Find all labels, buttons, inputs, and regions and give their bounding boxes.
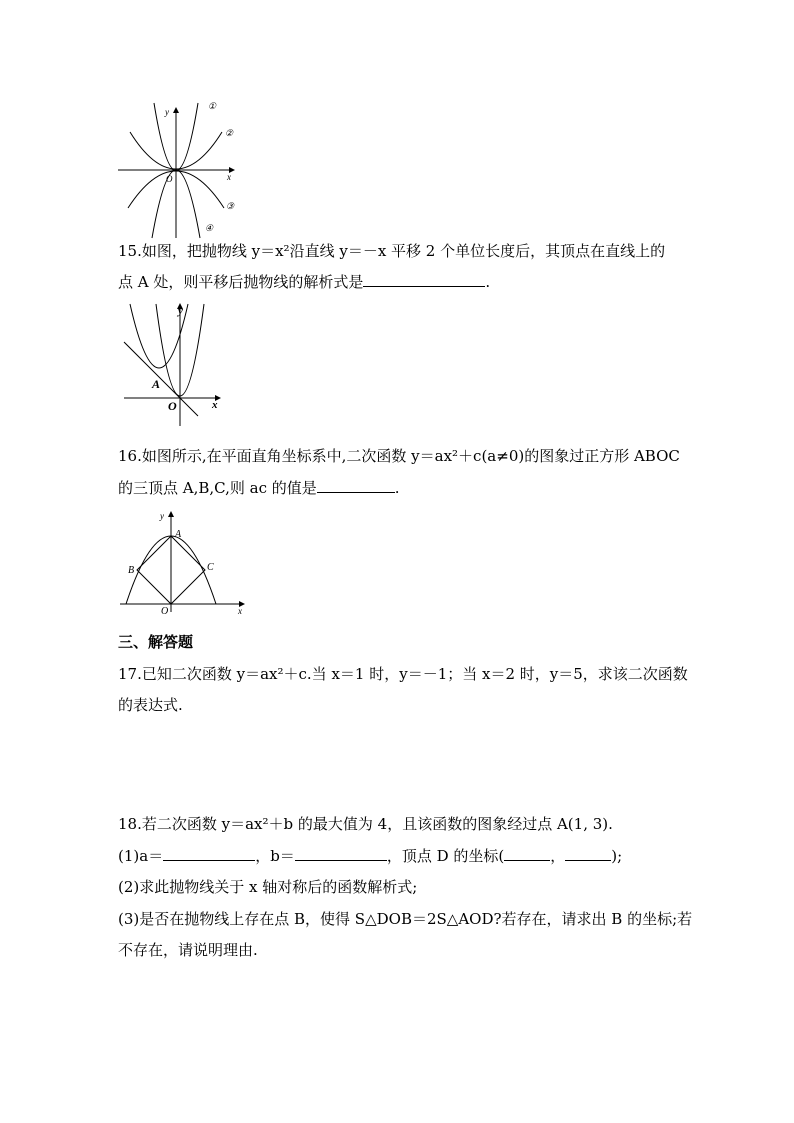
origin-label: O	[168, 399, 177, 413]
q16-line1: 16.如图所示,在平面直角坐标系中,二次函数 y＝ax²＋c(a≠0)的图象过正方形 ABOC	[118, 447, 680, 465]
q16-line2	[118, 478, 400, 498]
q18-blank-vertex-y[interactable]	[565, 846, 611, 861]
section-title: 三、解答题	[118, 633, 194, 651]
q15-line2	[118, 272, 490, 292]
origin-label: O	[161, 606, 169, 617]
q15-line2-end: .	[485, 273, 491, 291]
q16-line2-text: 的三顶点 A,B,C,则 ac 的值是	[118, 479, 317, 497]
q18-blank-a[interactable]	[163, 846, 255, 861]
q18-part1-comma: ，	[550, 847, 566, 865]
q18-part3-line2: 不存在，请说明理由.	[118, 941, 258, 959]
figure-four-parabolas	[118, 98, 242, 240]
curve-label-3: ③	[226, 201, 235, 211]
point-c-label: C	[207, 562, 214, 573]
point-b-label: B	[128, 565, 135, 576]
q15-line2-text: 点 A 处，则平移后抛物线的解析式是	[118, 273, 364, 291]
x-axis-label: x	[238, 606, 242, 616]
q18-part3-line1: (3)是否在抛物线上存在点 B，使得 S△DOB＝2S△AOD?若存在，请求出 B 的坐标;若	[118, 910, 693, 928]
q16-line2-end: .	[394, 479, 400, 497]
figure-square-aboc	[118, 508, 250, 618]
line-y-neg-x	[124, 342, 198, 416]
x-axis-label: x	[212, 399, 218, 411]
q18-part1-a-label: (1)a＝	[118, 847, 164, 865]
q18-part1-b-label: ，b＝	[255, 847, 295, 865]
y-axis-label: y	[178, 305, 183, 317]
q15-answer-blank[interactable]	[363, 272, 485, 287]
point-a-label: A	[152, 377, 161, 391]
q18-part2: (2)求此抛物线关于 x 轴对称后的函数解析式;	[118, 878, 418, 896]
q18-blank-vertex-x[interactable]	[504, 846, 550, 861]
q15-line1: 15.如图，把抛物线 y＝x²沿直线 y＝－x 平移 2 个单位长度后，其顶点在直线上的	[118, 242, 666, 260]
q17-line2: 的表达式.	[118, 696, 183, 714]
q18-part1-close: );	[611, 847, 623, 865]
y-axis-label: y	[165, 107, 169, 117]
q17-line1: 17.已知二次函数 y＝ax²＋c.当 x＝1 时，y＝－1；当 x＝2 时，y＝5，求该二次函数	[118, 665, 688, 683]
figure-translated-parabola	[118, 298, 230, 428]
q18-part1-vertex-label: ，顶点 D 的坐标(	[386, 847, 505, 865]
point-a-label: A	[175, 529, 182, 540]
y-axis-label: y	[160, 511, 164, 521]
curve-label-4: ④	[205, 223, 214, 233]
square-aboc-svg	[118, 508, 250, 618]
translated-parabola-svg	[118, 298, 230, 428]
q18-part1	[118, 846, 622, 866]
origin-label: O	[166, 174, 173, 184]
curve-label-2: ②	[225, 128, 234, 138]
curve-label-1: ①	[208, 101, 217, 111]
x-axis-label: x	[227, 172, 231, 182]
q16-answer-blank[interactable]	[317, 478, 395, 493]
four-parabolas-svg	[118, 98, 242, 240]
q18-blank-b[interactable]	[295, 846, 387, 861]
q18-line1: 18.若二次函数 y＝ax²＋b 的最大值为 4，且该函数的图象经过点 A(1, 3).	[118, 815, 613, 833]
